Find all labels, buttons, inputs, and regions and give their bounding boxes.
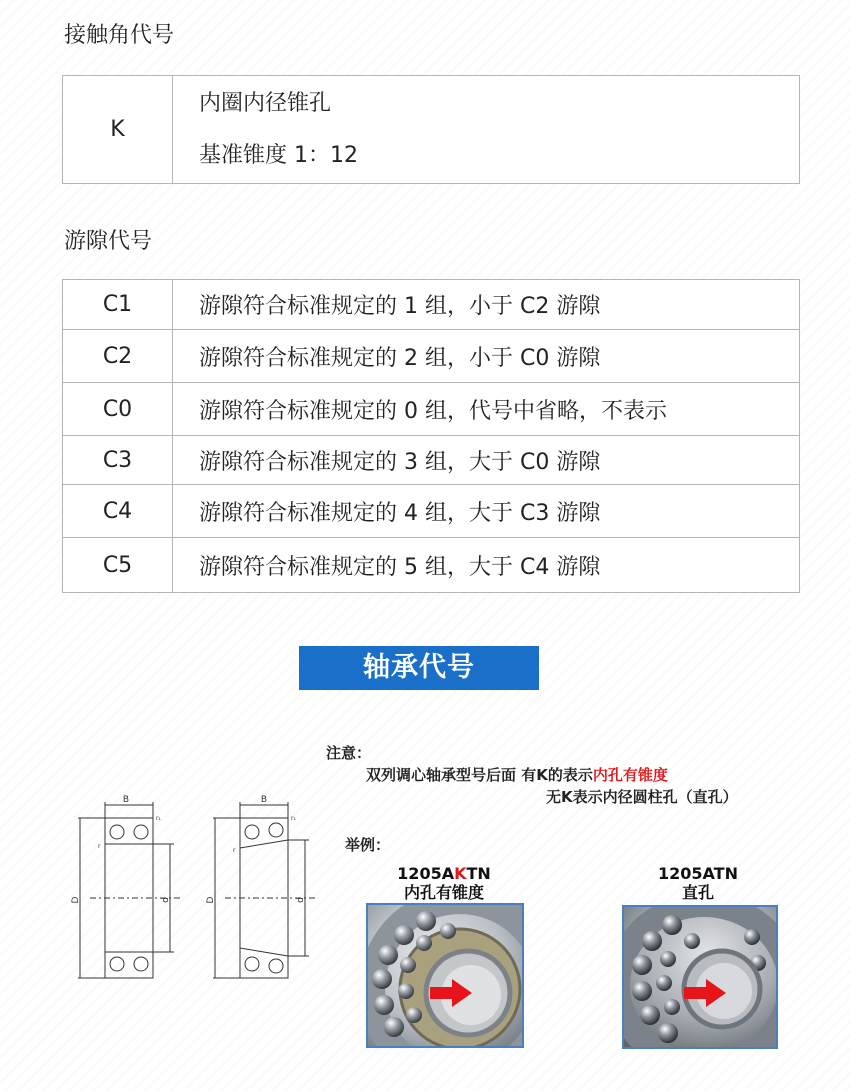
cylindrical-bore-drawing bbox=[70, 792, 190, 984]
taper-bore-text: 内圈内径锥孔 bbox=[199, 90, 332, 116]
table-row bbox=[63, 383, 800, 436]
code-cell: C0 bbox=[63, 383, 173, 436]
straight-bore-bearing-photo bbox=[622, 905, 778, 1049]
example-label: 举例： bbox=[345, 836, 391, 854]
table-row bbox=[63, 436, 800, 485]
r-label: r bbox=[233, 847, 236, 854]
width-label: B bbox=[260, 795, 268, 805]
clearance-title: 游隙代号 bbox=[64, 229, 153, 254]
code-cell: C4 bbox=[63, 485, 173, 538]
example-1-caption bbox=[368, 864, 520, 902]
table-row bbox=[63, 76, 800, 184]
r1-label: r₁ bbox=[291, 815, 296, 822]
code-cell: C1 bbox=[63, 280, 173, 330]
table-row bbox=[63, 485, 800, 538]
clearance-table bbox=[62, 279, 800, 593]
tapered-bore-drawing bbox=[205, 792, 325, 984]
example-1-model: 1205AKTN bbox=[397, 864, 491, 883]
note-label: 注意： bbox=[326, 744, 372, 762]
note-line-1 bbox=[366, 764, 668, 785]
code-cell: C2 bbox=[63, 330, 173, 383]
contact-angle-table bbox=[62, 75, 800, 184]
inner-diameter-label: d bbox=[296, 897, 306, 903]
example-2-caption bbox=[622, 864, 774, 902]
example-2-desc: 直孔 bbox=[681, 883, 714, 902]
r1-label: r₁ bbox=[156, 815, 161, 822]
code-cell: C3 bbox=[63, 436, 173, 485]
code-cell: C5 bbox=[63, 538, 173, 593]
bearing-code-banner: 轴承代号 bbox=[299, 646, 539, 690]
desc-cell: 游隙符合标准规定的 0 组，代号中省略，不表示 bbox=[173, 383, 800, 436]
r-label: r bbox=[98, 843, 101, 850]
desc-cell: 游隙符合标准规定的 4 组，大于 C3 游隙 bbox=[173, 485, 800, 538]
taper-ratio-text: 基准锥度 1：12 bbox=[199, 142, 358, 168]
table-row bbox=[63, 538, 800, 593]
note-line-1-highlight: 内孔有锥度 bbox=[592, 766, 668, 784]
example-2-model: 1205ATN bbox=[658, 864, 738, 883]
desc-cell: 游隙符合标准规定的 1 组，小于 C2 游隙 bbox=[173, 280, 800, 330]
desc-cell: 游隙符合标准规定的 5 组，大于 C4 游隙 bbox=[173, 538, 800, 593]
note-line-2: 无K表示内径圆柱孔（直孔） bbox=[546, 788, 738, 806]
example-1-desc: 内孔有锥度 bbox=[403, 883, 484, 902]
note-line-1-prefix: 双列调心轴承型号后面 有K的表示 bbox=[366, 766, 593, 784]
tapered-bore-bearing-photo bbox=[366, 903, 524, 1048]
inner-diameter-label: d bbox=[161, 897, 171, 903]
table-row bbox=[63, 280, 800, 330]
width-label: B bbox=[122, 795, 130, 805]
table-row bbox=[63, 330, 800, 383]
desc-cell: 游隙符合标准规定的 3 组，大于 C0 游隙 bbox=[173, 436, 800, 485]
outer-diameter-label: D bbox=[206, 896, 216, 904]
desc-cell: 游隙符合标准规定的 2 组，小于 C0 游隙 bbox=[173, 330, 800, 383]
outer-diameter-label: D bbox=[71, 896, 81, 904]
code-cell: K bbox=[63, 76, 173, 184]
desc-cell bbox=[173, 76, 800, 184]
contact-angle-title: 接触角代号 bbox=[64, 23, 175, 48]
